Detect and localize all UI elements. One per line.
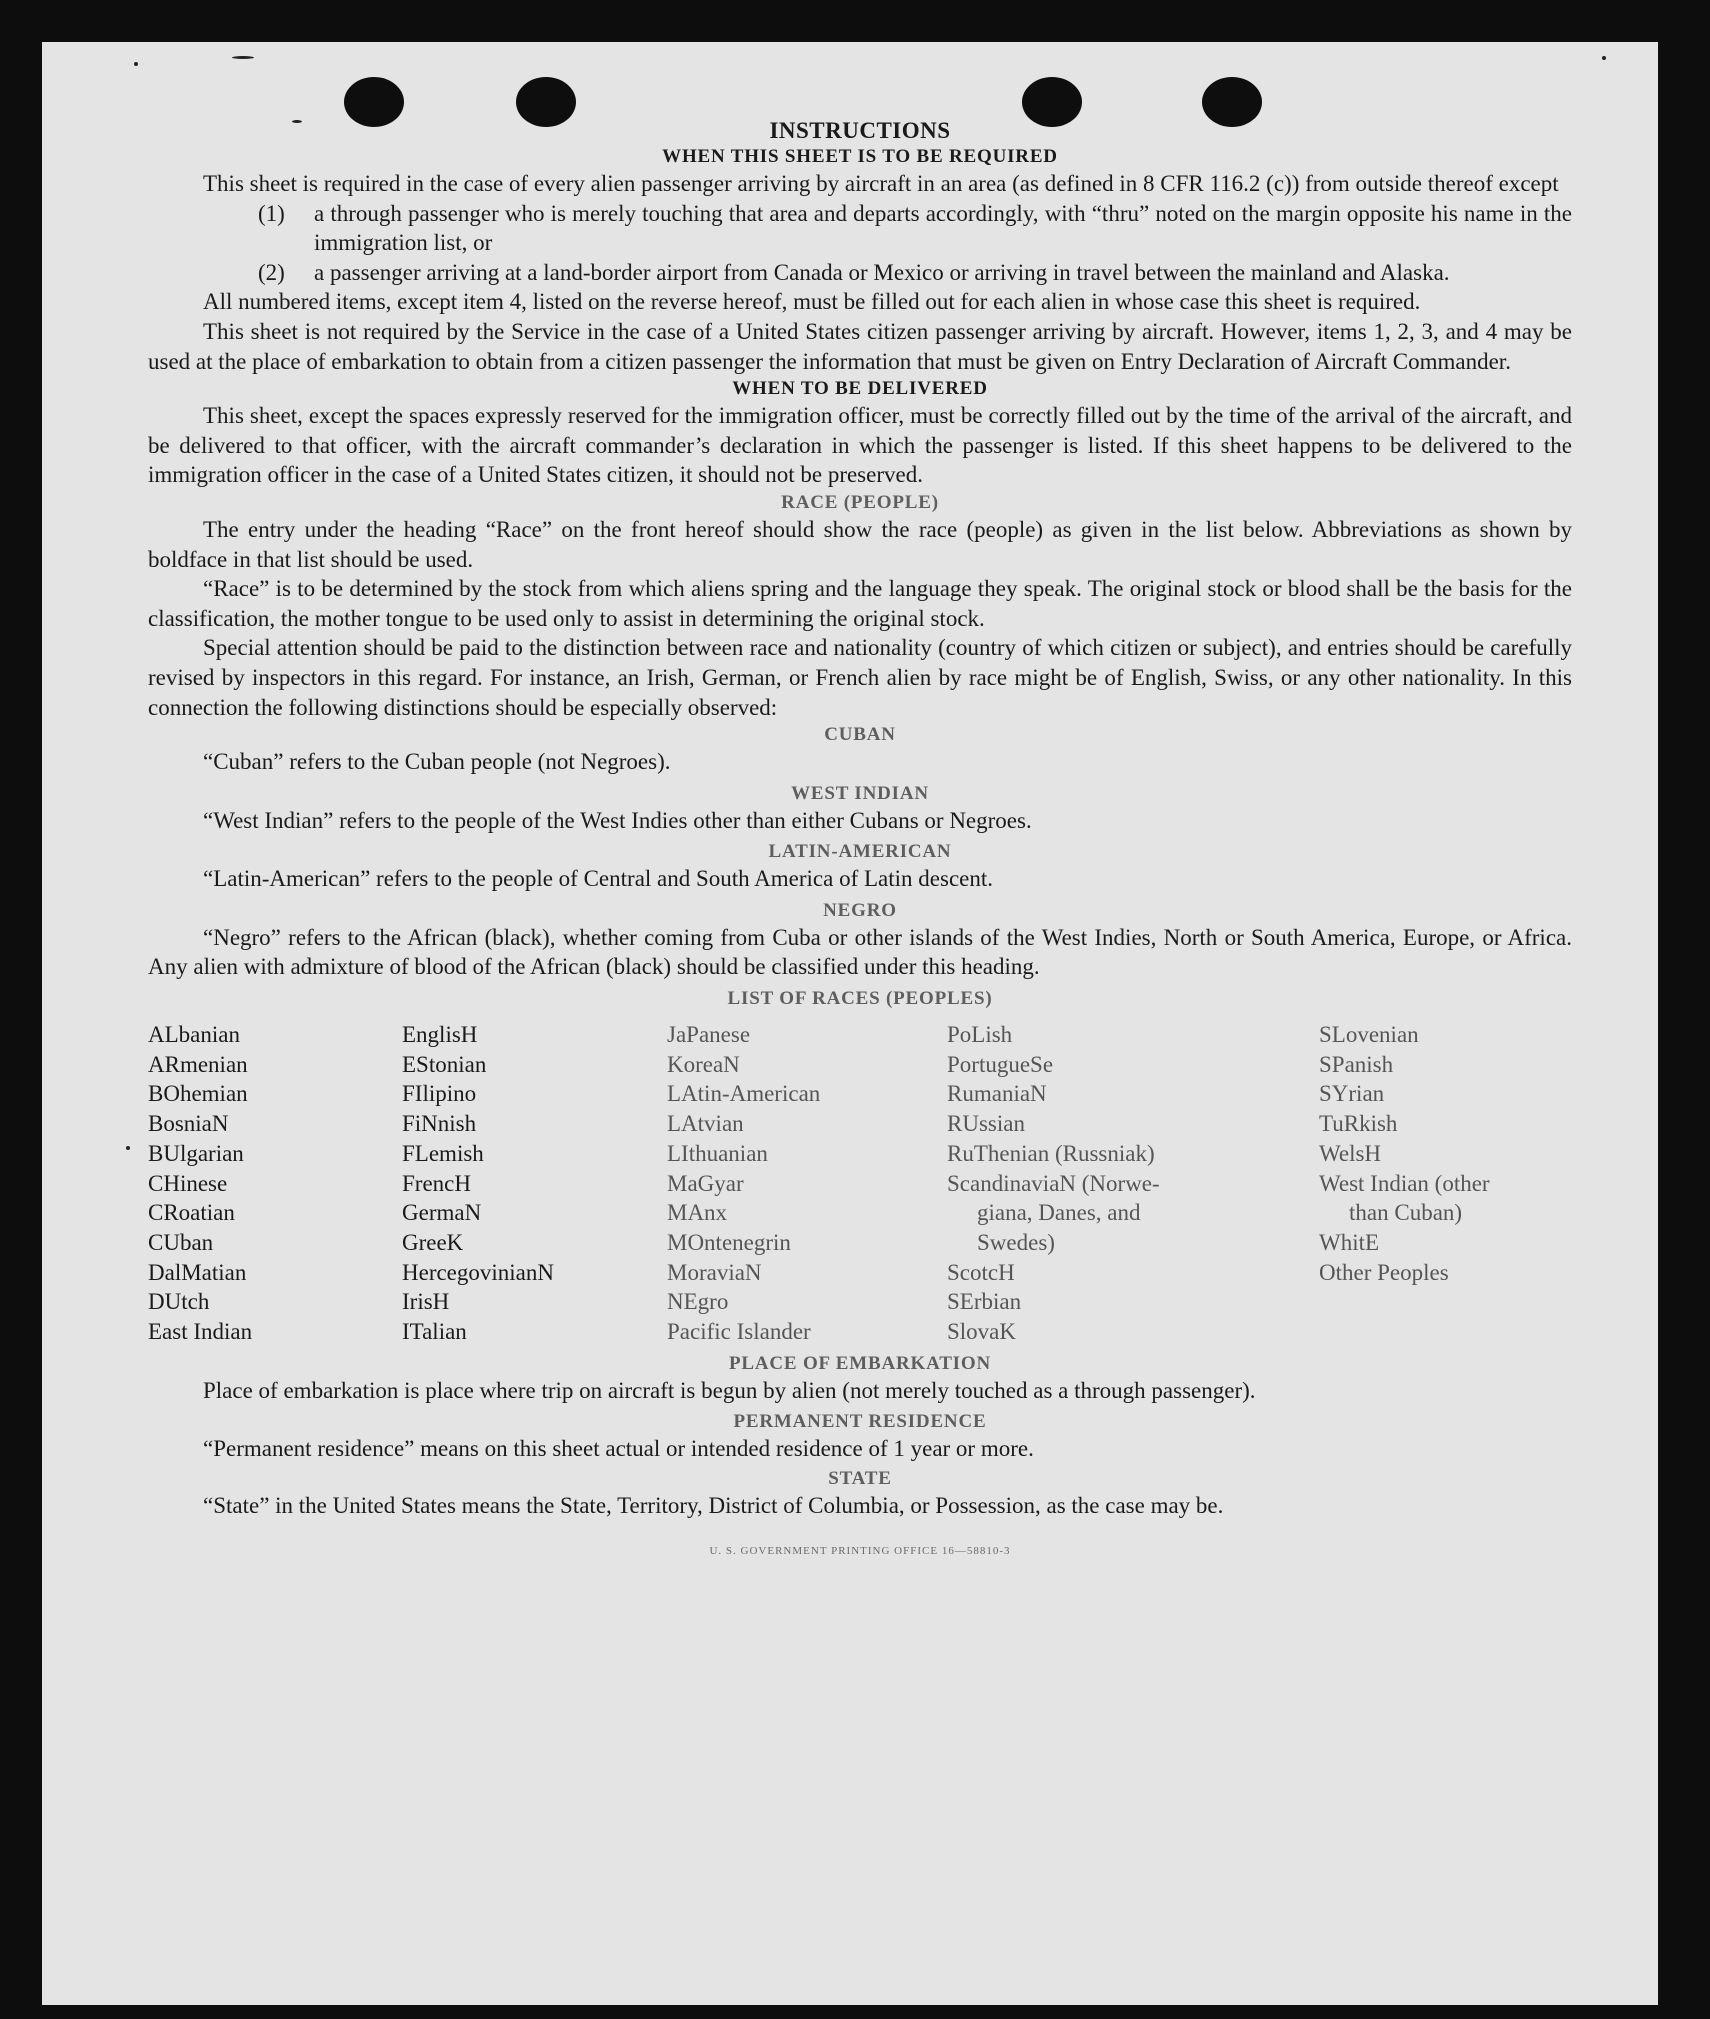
heading-race: RACE (PEOPLE) [781, 491, 939, 513]
cuban-text: “Cuban” refers to the Cuban people (not Negroes). [203, 749, 671, 775]
race-entry: FrencH [402, 1170, 471, 1196]
races-column [402, 1020, 667, 1347]
race-entry: SLovenian [1319, 1022, 1419, 1048]
race-entry: BosniaN [148, 1111, 229, 1137]
race-entry: MaGyar [667, 1170, 744, 1196]
residence-text: “Permanent residence” means on this sheet actual or intended residence of 1 year or more. [203, 1436, 1034, 1462]
speck [1602, 56, 1606, 60]
race-entry: GreeK [402, 1229, 464, 1255]
exception-item: (2) a passenger arriving at a land-border airport from Canada or Mexico or arriving in travel between the mainland and Alaska. [258, 259, 1450, 285]
heading-state: STATE [828, 1467, 892, 1489]
speck [126, 1146, 130, 1150]
races-column [148, 1020, 402, 1347]
west-indian-text: “West Indian” refers to the people of the West Indies other than either Cubans or Negroes. [203, 807, 1032, 833]
race-entry: IrisH [402, 1289, 450, 1315]
race-entry: RuThenian (Russniak) [947, 1140, 1155, 1166]
race-entry: SErbian [947, 1289, 1022, 1315]
document-sheet [42, 42, 1658, 2005]
race-entry: East Indian [148, 1319, 253, 1345]
races-column [1319, 1020, 1572, 1347]
race-entry: WhitE [1319, 1229, 1380, 1255]
race-entry: giana, Danes, and [977, 1200, 1141, 1226]
race-entry: DalMatian [148, 1259, 247, 1285]
race-entry: BOhemian [148, 1081, 248, 1107]
race-entry: FIlipino [402, 1081, 477, 1107]
heading-negro: NEGRO [823, 899, 897, 921]
race-para-3: Special attention should be paid to the distinction between race and nationality (country of which citizen or subject), and entries should be carefully revised by inspectors in this regard. For instance, an Irish, German, or French alien by race might be of English, Swiss, or any other nationality. In this connection the following distinctions should be especially observed: [148, 635, 1572, 720]
race-entry: NEgro [667, 1289, 729, 1315]
race-entry: FiNnish [402, 1111, 477, 1137]
race-entry: FLemish [402, 1140, 484, 1166]
race-entry: RUssian [947, 1111, 1025, 1137]
race-para-1: The entry under the heading “Race” on the front hereof should show the race (people) as given in the list below. Abbreviations as shown by boldface in that list should be used. [148, 516, 1572, 572]
heading-residence: PERMANENT RESIDENCE [733, 1411, 987, 1433]
heading-cuban: CUBAN [824, 724, 896, 746]
instructions-body [148, 118, 1572, 1557]
race-entry: SlovaK [947, 1319, 1016, 1345]
race-entry: EnglisH [402, 1022, 478, 1048]
race-entry: KoreaN [667, 1051, 740, 1077]
race-entry: EStonian [402, 1051, 487, 1077]
heading-embarkation: PLACE OF EMBARKATION [729, 1352, 991, 1374]
races-column [667, 1020, 947, 1347]
heading-west-indian: WEST INDIAN [791, 782, 929, 804]
printer-imprint: U. S. GOVERNMENT PRINTING OFFICE 16—58810-3 [709, 1544, 1011, 1557]
state-text: “State” in the United States means the State, Territory, District of Columbia, or Possession, as the case may be. [203, 1492, 1224, 1518]
required-para-2: All numbered items, except item 4, listed on the reverse hereof, must be filled out for each alien in whose case this sheet is required. [203, 289, 1421, 315]
race-entry: WelsH [1319, 1140, 1382, 1166]
page-title: INSTRUCTIONS [769, 118, 951, 143]
race-entry: Swedes) [977, 1229, 1055, 1255]
race-entry: SPanish [1319, 1051, 1394, 1077]
speck [134, 62, 138, 66]
race-entry: ScandinaviaN (Norwe- [947, 1170, 1160, 1196]
race-para-2: “Race” is to be determined by the stock from which aliens spring and the language they speak. The original stock or blood shall be the basis for the classification, the mother tongue to be used only to assist in determining the original stock. [148, 576, 1572, 631]
race-entry: CUban [148, 1229, 214, 1255]
race-entry: ITalian [402, 1319, 467, 1345]
race-entry: LAtin-American [667, 1081, 821, 1107]
negro-text: “Negro” refers to the African (black), whether coming from Cuba or other islands of the West Indies, North or South America, Europe, or Africa. Any alien with admixture of blood of the African (black) should be classified under this heading. [148, 924, 1572, 980]
race-entry: ScotcH [947, 1259, 1015, 1285]
race-entry: ALbanian [148, 1022, 240, 1048]
speck [232, 56, 254, 59]
race-entry: MAnx [667, 1200, 728, 1226]
races-column [947, 1020, 1319, 1347]
race-entry: SYrian [1319, 1081, 1385, 1107]
race-entry: Pacific Islander [667, 1319, 811, 1345]
required-intro: This sheet is required in the case of every alien passenger arriving by aircraft in an area (as defined in 8 CFR 116.2 (c)) from outside thereof except [203, 171, 1559, 196]
race-entry: PortugueSe [947, 1051, 1054, 1077]
race-entry: LIthuanian [667, 1140, 768, 1166]
delivered-text: This sheet, except the spaces expressly reserved for the immigration officer, must be correctly filled out by the time of the arrival of the aircraft, and be delivered to that officer, with the aircraft commander’s declaration in which the passenger is listed. If this sheet happens to be delivered to the immigration officer in the case of a United States citizen, it should not be preserved. [148, 403, 1572, 488]
exception-item: (1) a through passenger who is merely touching that area and departs accordingly, with “thru” noted on the margin opposite his name in the immigration list, or [258, 200, 1572, 256]
race-entry: than Cuban) [1349, 1200, 1463, 1226]
race-entry: HercegovinianN [402, 1259, 554, 1285]
race-entry: LAtvian [667, 1111, 744, 1137]
race-entry: MoraviaN [667, 1259, 762, 1285]
races-list [148, 1020, 1572, 1347]
latin-american-text: “Latin-American” refers to the people of Central and South America of Latin descent. [203, 866, 993, 892]
race-entry: CHinese [148, 1170, 228, 1196]
race-entry: JaPanese [667, 1022, 751, 1048]
heading-required: WHEN THIS SHEET IS TO BE REQUIRED [662, 146, 1058, 167]
race-entry: DUtch [148, 1289, 210, 1315]
race-entry: CRoatian [148, 1200, 235, 1226]
race-entry: MOntenegrin [667, 1229, 791, 1255]
required-para-3: This sheet is not required by the Service in the case of a United States citizen passenger arriving by aircraft. However, items 1, 2, 3, and 4 may be used at the place of embarkation to obtain from a citizen passenger the information that must be given on Entry Declaration of Aircraft Commander. [148, 318, 1572, 374]
heading-latin-american: LATIN-AMERICAN [768, 841, 952, 863]
race-entry: TuRkish [1319, 1111, 1398, 1137]
embarkation-text: Place of embarkation is place where trip on aircraft is begun by alien (not merely touched as a through passenger). [203, 1377, 1256, 1403]
heading-list-of-races: LIST OF RACES (PEOPLES) [727, 988, 993, 1010]
race-entry: ARmenian [148, 1051, 248, 1077]
race-entry: PoLish [947, 1022, 1013, 1048]
race-entry: GermaN [402, 1200, 482, 1226]
race-entry: West Indian (other [1319, 1170, 1490, 1196]
race-entry: RumaniaN [947, 1081, 1047, 1107]
race-entry: BUlgarian [148, 1140, 244, 1166]
heading-delivered: WHEN TO BE DELIVERED [732, 378, 988, 400]
race-entry: Other Peoples [1319, 1259, 1449, 1285]
